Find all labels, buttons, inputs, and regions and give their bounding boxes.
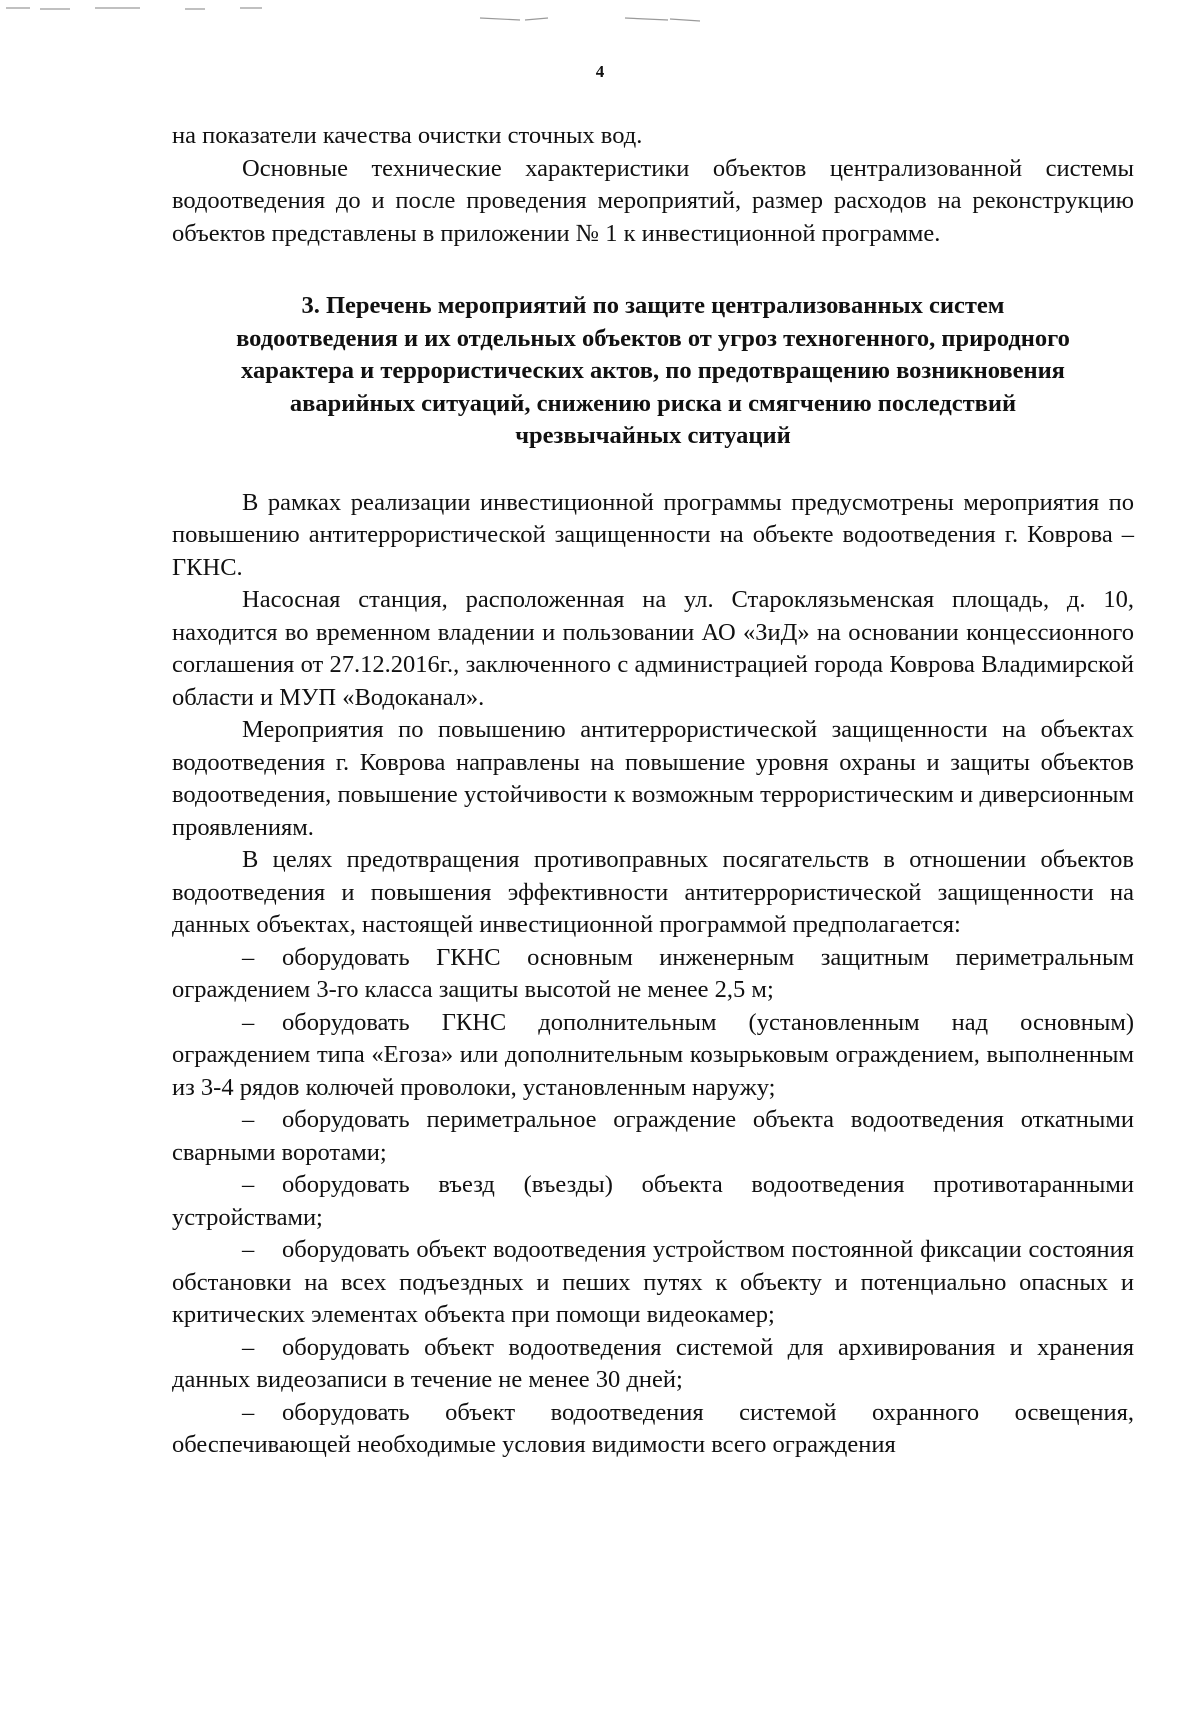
paragraph-continuation: на показатели качества очистки сточных вод.: [172, 122, 643, 149]
list-item: [172, 1397, 1134, 1462]
list-item: [172, 1332, 1134, 1397]
list-item-text: оборудовать ГКНС дополнительным (установленным над основным) ограждением типа «Егоза» или дополнительным козырьковым ограждением, выполненным из 3-4 рядов колючей проволоки, установленным наружу;: [172, 1008, 1134, 1101]
paragraph-program-scope: В рамках реализации инвестиционной программы предусмотрены мероприятия по повышению антитеррористической защищенности на объекте водоотведения г. Коврова – ГКНС.: [172, 488, 1134, 581]
scan-artifacts: [0, 0, 1200, 40]
list-item-text: оборудовать периметральное ограждение объекта водоотведения откатными сварными воротами;: [172, 1106, 1134, 1166]
heading-line: аварийных ситуаций, снижению риска и смягчению последствий: [289, 389, 1017, 417]
heading-line: водоотведения и их отдельных объектов от угроз техногенного, природного: [236, 324, 1070, 352]
document-body: [172, 120, 1134, 1462]
list-dash: –: [242, 1398, 255, 1426]
list-dash: –: [242, 1106, 255, 1133]
list-dash: –: [242, 1333, 255, 1361]
heading-line: чрезвычайных ситуаций: [515, 422, 791, 449]
paragraph-characteristics: Основные технические характеристики объектов централизованной системы водоотведения до и после проведения мероприятий, размер расходов на реконструкцию объектов представлены в приложении № 1 к инвестиционной программе.: [172, 154, 1134, 247]
list-item: [172, 942, 1134, 1007]
paragraph-list-intro: В целях предотвращения противоправных посягательств в отношении объектов водоотведения и повышения эффективности антитеррористической защищенности на данных объектах, настоящей инвестиционной программой предполагается:: [172, 846, 1134, 938]
list-dash: –: [242, 1008, 255, 1036]
list-item-text: оборудовать ГКНС основным инженерным защитным периметральным ограждением 3-го класса защиты высотой не менее 2,5 м;: [172, 943, 1134, 1003]
heading-line: 3. Перечень мероприятий по защите централизованных систем: [301, 292, 1005, 319]
paragraph-measures-goal: Мероприятия по повышению антитеррористической защищенности на объектах водоотведения г. Коврова направлены на повышение уровня охраны и защиты объектов водоотведения, повышение устойчивости к возможным террористическим и диверсионным проявлениям.: [172, 716, 1134, 841]
list-item-text: оборудовать объект водоотведения системой охранного освещения, обеспечивающей необходимые условия видимости всего ограждения: [172, 1398, 1134, 1458]
list-item-text: оборудовать объект водоотведения системой для архивирования и хранения данных видеозаписи в течение не менее 30 дней;: [172, 1333, 1134, 1393]
page-number: 4: [595, 62, 605, 81]
list-item: [172, 1104, 1134, 1169]
list-item-text: оборудовать въезд (въезды) объекта водоотведения противотаранными устройствами;: [172, 1171, 1134, 1231]
list-item: [172, 1007, 1134, 1105]
paragraph-pump-station: Насосная станция, расположенная на ул. Староклязьменская площадь, д. 10, находится во временном владении и пользовании АО «ЗиД» на основании концессионного соглашения от 27.12.2016г., заключенного с администрацией города Коврова Владимирской области и МУП «Водоканал».: [172, 586, 1134, 711]
list-item: [172, 1169, 1134, 1234]
list-dash: –: [242, 943, 255, 971]
heading-line: характера и террористических актов, по предотвращению возникновения: [241, 357, 1065, 384]
list-item: [172, 1234, 1134, 1332]
list-dash: –: [242, 1236, 255, 1263]
section-heading: [172, 290, 1134, 453]
list-dash: –: [242, 1171, 255, 1198]
list-item-text: оборудовать объект водоотведения устройством постоянной фиксации состояния обстановки на всех подъездных и пеших путях к объекту и потенциально опасных и критических элементах объекта при помощи видеокамер;: [172, 1236, 1134, 1328]
